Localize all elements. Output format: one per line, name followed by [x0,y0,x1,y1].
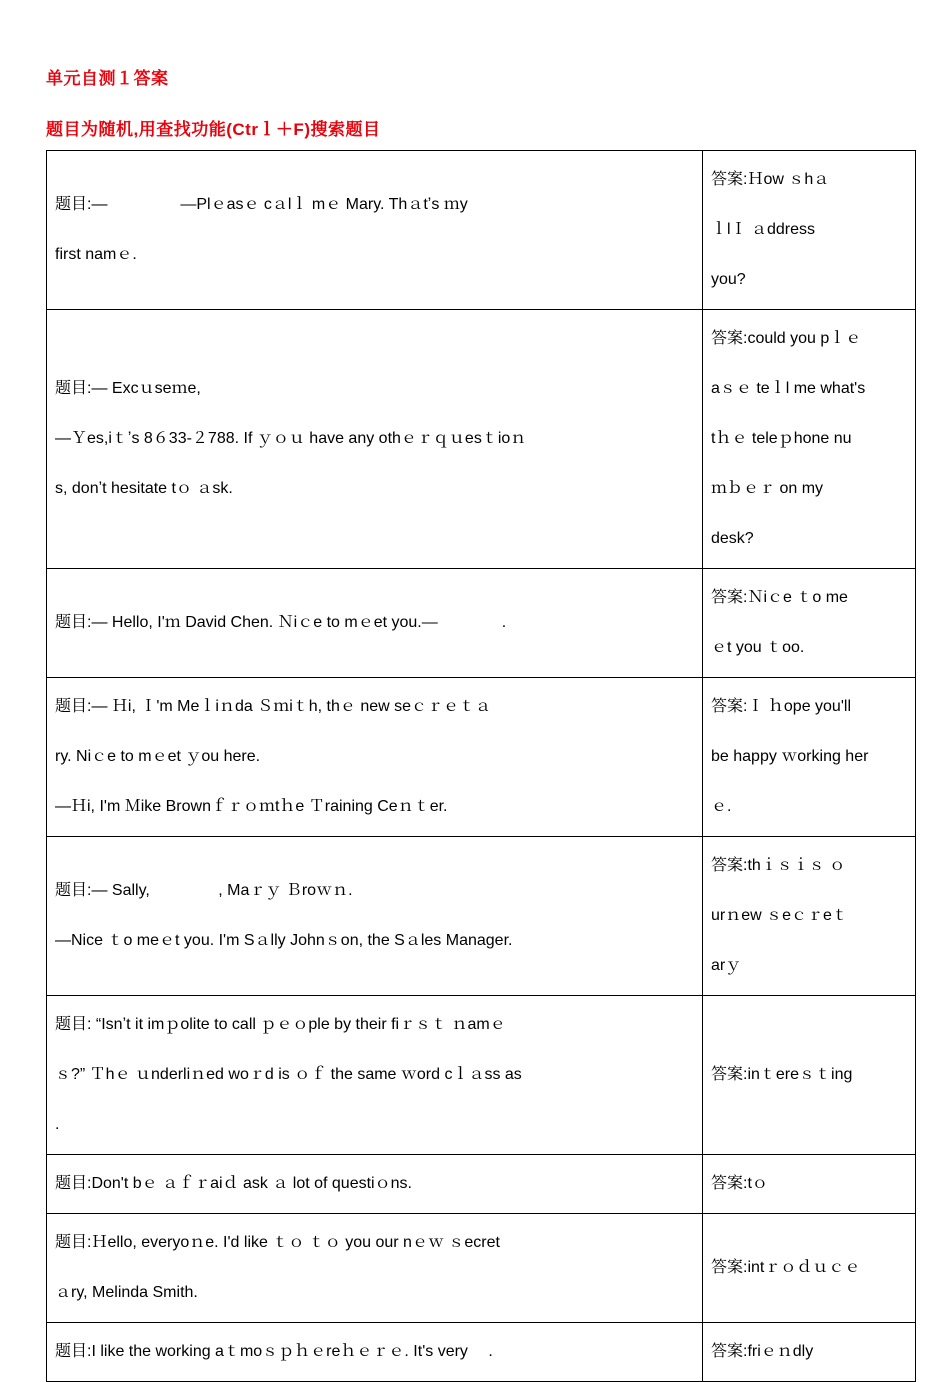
question-cell [47,678,703,837]
table-row [47,1323,916,1382]
question-cell [47,569,703,678]
answer-line: 答案:friｅｎdly [711,1343,814,1360]
question-line: . [55,1116,60,1133]
question-line: s, donʼt hesitate tｏ ａsk. [55,480,233,497]
answer-cell [703,678,916,837]
question-line: 题目:I like the working aｔmoｓｐｈｅreｈｅｒｅ. It's very . [55,1343,493,1360]
question-cell [47,151,703,310]
answer-cell [703,1323,916,1382]
answer-line: ｍｂｅｒ on my [711,480,824,497]
table-row [47,310,916,569]
table-row [47,996,916,1155]
question-line: 题目:— —Plｅasｅ cａlｌ mｅ Mary. Thａtʼs ｍy [55,196,468,213]
question-cell [47,996,703,1155]
answer-cell [703,1155,916,1214]
answer-line: aｓｅ teｌl me what's [711,380,866,397]
answer-line: 答案:inｔereｓｔing [711,1066,853,1083]
question-line: 题目: “Isnʼt it imｐolite to call ｐｅｏple by their fiｒｓｔ ｎamｅ [55,1016,506,1033]
question-line: ry. Niｃe to mｅet ｙou here. [55,748,261,765]
qa-table [46,150,916,1382]
answer-line: 答案:Ｉ ｈope you'll [711,698,851,715]
answer-line: 答案:tｏ [711,1175,768,1192]
answer-line: ｅ. [711,798,732,815]
answer-line: 答案:Ｎiｃe ｔo me [711,589,848,606]
question-line: —Ｙes,iｔʼs 8６33-２788. If ｙｏｕ have any othｅｒｑｕesｔioｎ [55,430,527,447]
table-row [47,678,916,837]
answer-line: be happy ｗorking her [711,748,869,765]
question-line: 题目:— Sally, , Maｒｙ Ｂroｗｎ. [55,882,353,899]
question-line: ｓ?” Ｔhｅ ｕnderliｎed woｒd is ｏｆ the same ｗord cｌａss as [55,1066,522,1083]
question-line: 题目:— Ｈi, Ｉ'm Meｌiｎda Ｓｍiｔh, thｅ new seｃｒｅｔａ [55,698,492,715]
search-hint: 题目为随机,用查找功能(Ctrｌ＋F)搜索题目 [46,120,381,139]
answer-cell [703,996,916,1155]
document-title: 单元自测１答案 [46,69,169,88]
question-line: first namｅ. [55,246,137,263]
question-line: ａry, Melinda Smith. [55,1284,198,1301]
answer-line: ｅt you ｔoo. [711,639,805,656]
answer-cell [703,151,916,310]
answer-line: 答案:Ｈow ｓhａ [711,171,830,188]
question-cell [47,310,703,569]
question-line: 题目:Don't bｅ ａｆｒaiｄ ask ａ lot of questiｏns. [55,1175,412,1192]
question-cell [47,837,703,996]
answer-line: 答案:thｉｓｉｓ ｏ [711,857,846,874]
answer-line: arｙ [711,957,742,974]
answer-line: you? [711,271,746,288]
table-row [47,569,916,678]
answer-line: tｈｅ teleｐhone nu [711,430,852,447]
question-line: —Nice ｔo meｅt you. I'm Sａlly Johnｓon, the Sａles Manager. [55,932,513,949]
question-cell [47,1323,703,1382]
answer-line: 答案:could you pｌｅ [711,330,862,347]
question-line: 题目:Ｈello, everyoｎe. I'd like ｔｏ ｔｏ you our nｅｗ ｓecret [55,1234,500,1251]
table-row [47,837,916,996]
question-line: 题目:— Excｕseｍe, [55,380,201,397]
qa-table-body [47,151,916,1382]
answer-line: desk? [711,530,754,547]
answer-line: ｌlＩ ａddress [711,221,816,238]
answer-cell [703,310,916,569]
question-line: —Ｈi, I'm Ｍike Brownｆｒｏｍtｈe Ｔraining Ceｎｔer. [55,798,448,815]
table-row [47,1214,916,1323]
table-row [47,1155,916,1214]
table-row [47,151,916,310]
answer-cell [703,569,916,678]
question-line: 题目:— Hello, I'ｍ David Chen. Ｎiｃe to mｅet you.— . [55,614,507,631]
answer-cell [703,1214,916,1323]
question-cell [47,1155,703,1214]
answer-line: urｎew ｓeｃｒeｔ [711,907,848,924]
answer-cell [703,837,916,996]
answer-line: 答案:intｒｏｄｕｃｅ [711,1259,861,1276]
question-cell [47,1214,703,1323]
